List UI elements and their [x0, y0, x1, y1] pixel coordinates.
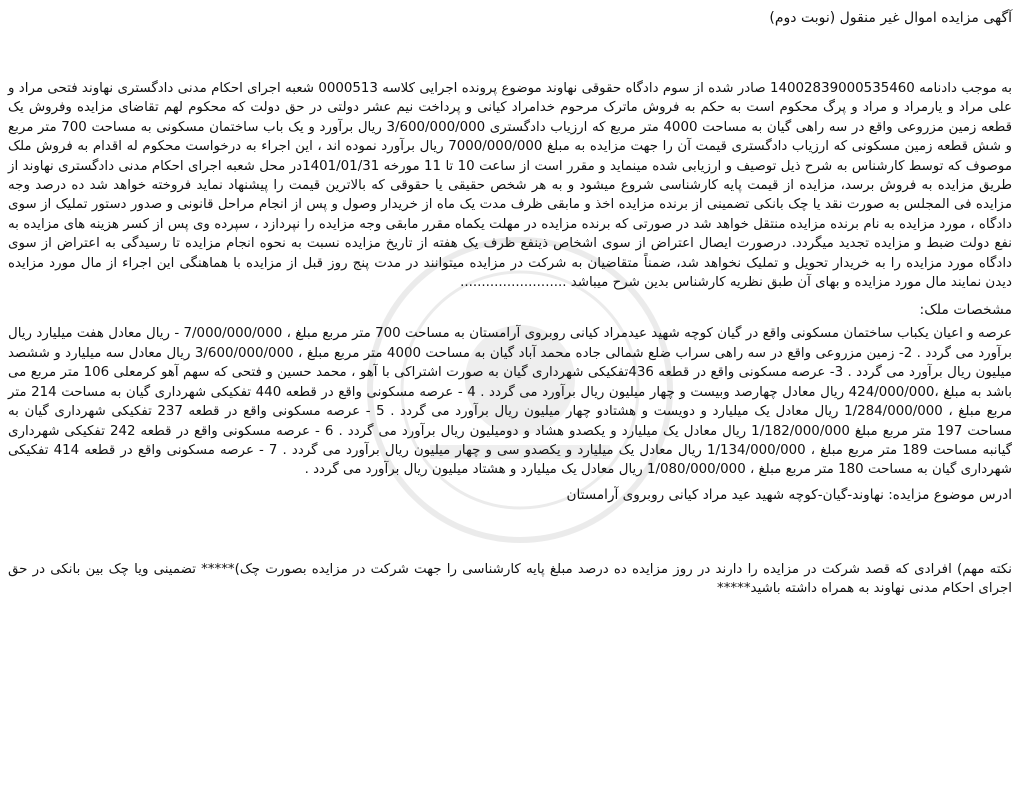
address-line: ادرس موضوع مزایده: نهاوند-گیان-کوچه شهید عید مراد کیانی روبروی آرامستان	[566, 486, 1012, 503]
notice-title: آگهی مزایده اموال غیر منقول (نوبت دوم)	[769, 10, 1012, 26]
specs-heading: مشخصات ملک:	[919, 302, 1012, 319]
intro-paragraph: به موجب دادنامه 14002839000535460 صادر شده از سوم دادگاه حقوقی نهاوند موضوع پرونده اجرایی کلاسه 0000513 شعبه اجرای احکام مدنی دادگستری نهاوند فتحی مراد و علی مراد و یارمراد و مراد و پرگ محکوم است به حکم به فروش ماترک مرحوم خدامراد کیانی و پرداخت نیم عشر دولتی در حق دولت که محکوم لهم تقاضای مزایده وفروش یک قطعه زمین مزروعی واقع در سه راهی گیان به مساحت 4000 متر مربع که ارزیاب دادگستری 3/600/000/000 ریال برآورد و یک باب ساختمان مسکونی به مساحت 700 متر مربع و شش قطعه زمین مسکونی که ارزیاب دادگستری قیمت آن را جهت مزایده به مبلغ 7000/000/000 ریال برآورد نموده اند ، این اجراء به درخواست محکوم له اقدام به فروش ملک موصوف که توسط کارشناس به شرح ذیل توصیف و ارزیابی شده مینماید و مقرر است از ساعت 10 تا 11 مورخه 1401/01/31در محل شعبه اجرای احکام مدنی دادگستری نهاوند از طریق مزایده به فروش برسد، مزایده از قیمت پایه کارشناسی شروع میشود و به هر شخص حقیقی یا حقوقی که بالاترین قیمت را پیشنهاد نماید فروخته خواهد شد ده درصد وجه مزایده فی المجلس به صورت نقد یا چک بانکی تضمینی از برنده مزایده اخذ و مابقی ظرف مدت یک ماه از خریدار وصول و پس از انجام مراحل قانونی و صدور دستور تملیک از سوی دادگاه ، مورد مزایده به نام برنده مزایده منتقل خواهد شد در صورتی که برنده مزایده در مهلت یکماه مقرر مابقی وجه مزایده را نپردازد ، سپرده وی پس از کسر هزینه های مزایده به نفع دولت ضبط و مزایده تجدید میگردد. درصورت ایصال اعتراض از سوی اشخاص ذینفع ظرف یک هفته از تاریخ مزایده نسبت به نحوه انجام مزایده تا رسیدگی به اعتراض از سوی دادگاه مورد مزایده را به خریدار تحویل و تملیک نخواهد شد، ضمناً متقاضیان به شرکت در مزایده میتوانند در مدت پنج روز قبل از مزایده با هماهنگی این اجراء از مال مورد مزایده دیدن نمایند مال مورد مزایده و بهای آن طبق نظریه کارشناس بدین شرح میباشد .........................	[8, 81, 1013, 291]
important-note: نکته مهم) افرادی که قصد شرکت در مزایده را دارند در روز مزایده ده درصد مبلغ پایه کارشناسی را جهت شرکت در مزایده بصورت چک)***** تضمینی ویا چک بین بانکی در حق اجرای احکام مدنی نهاوند به همراه داشته باشید*****	[8, 561, 1012, 597]
specs-paragraph: عرصه و اعیان یکباب ساختمان مسکونی واقع در گیان کوچه شهید عیدمراد کیانی روبروی آرامستان به مساحت 700 متر مربع مبلغ ، 7/000/000/000 - ریال معادل هفت میلیارد ریال برآورد می گردد . 2- زمین مزروعی واقع در سه راهی سراب ضلع شمالی جاده محمد آباد گیان به مساحت 4000 متر مربع مبلغ ، 3/600/000/000 ریال معادل سه میلیارد و ششصد میلیون ریال برآورد می گردد . 3- عرصه مسکونی واقع در قطعه 436تفکیکی شهرداری گیان به صورت اشتراکی با آهو ، محمد حسین و فتحی که سهم آهو کرمعلی 106 متر مربع می باشد به مبلغ ،424/000/000 ریال معادل چهارصد وبیست و چهار میلیون ریال برآورد می گردد . 4 - عرصه مسکونی واقع در قطعه 440 تفکیکی شهرداری گیان به مساحت 214 متر مربع مبلغ ، 1/284/000/000 ریال معادل یک میلیارد و دویست و هشتادو چهار میلیون ریال برآورد می گردد . 5 - عرصه مسکونی واقع در قطعه 237 تفکیکی شهرداری گیان به مساحت 197 متر مربع مبلغ 1/182/000/000 ریال معادل یک میلیارد و یکصدو هشاد و دومیلیون ریال برآورد می گردد . 6 - عرصه مسکونی واقع در قطعه 242 تفکیکی شهرداری گیانبه مساحت 189 متر مربع مبلغ ، 1/134/000/000 ریال معادل یک میلیارد و یکصدو سی و چهار میلیون ریال برآورد می گردد . 7 - عرصه مسکونی واقع در قطعه 414 تفکیکی شهرداری گیان به مساحت 180 متر مربع مبلغ ، 1/080/000/000 ریال معادل یک میلیارد و هشتاد میلیون ریال برآورد می گردد .	[8, 326, 1013, 478]
